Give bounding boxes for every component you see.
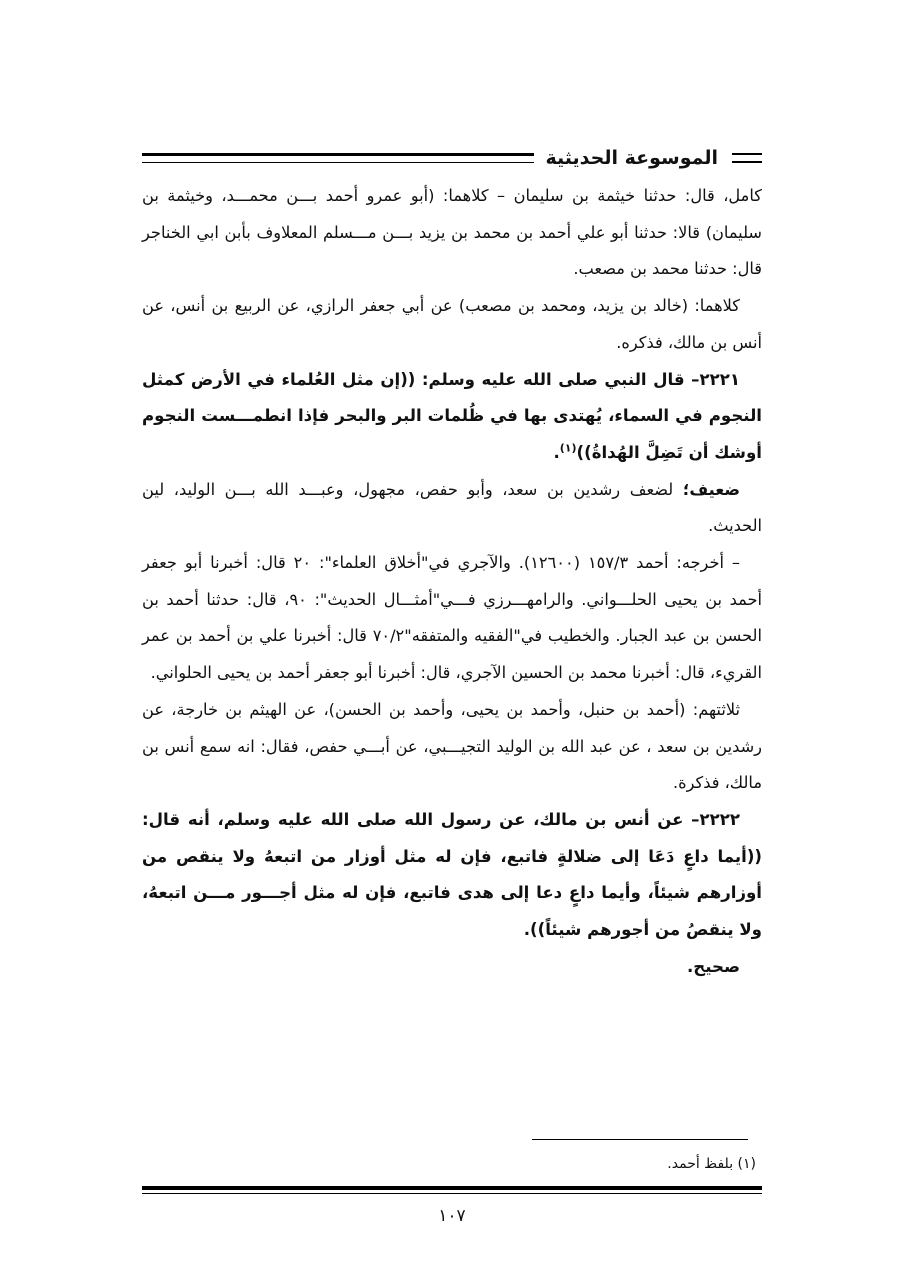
hadith-2221-text: ٢٢٢١– قال النبي صلى الله عليه وسلم: ((إن مثل العُلماء في الأرض كمثل النجوم في السماء، يُهتدى بها في ظُلمات البر والبحر فإذا انطمـــست النجوم أوشك أن تَضِلَّ الهُداةُ)) [142,369,762,462]
footer-rule-thick [142,1186,762,1190]
running-header [142,140,762,176]
hadith-2221 [142,362,762,472]
text-paragraph: كامل، قال: حدثنا خيثمة بن سليمان – كلاهما: (أبو عمرو أحمد بـــن محمـــد، وخيثمة بن سليمان) قالا: حدثنا أبو علي أحمد بن محمد بن يزيد بـــن مـــسلم المعلاوف بأبن ابي الخناجر قال: حدثنا محمد بن مصعب. [142,186,762,279]
footnote: (١) بلفظ أحمد. [667,1156,756,1172]
footer-rule [142,1186,762,1194]
grading-sahih: صحيح. [686,956,740,976]
hadith-2222: ٢٢٢٢– عن أنس بن مالك، عن رسول الله صلى الله عليه وسلم، أنه قال: ((أيما داعٍ دَعَا إلى ضلالةٍ فاتبع، فإن له مثل أوزار من اتبعهُ ولا ينقص من أوزارهم شيئاً، وأيما داعٍ دعا إلى هدى فاتبع، فإن له مثل أجـــور مـــن اتبعهُ، ولا ينقصُ من أجورهم شيئاً)). [142,809,762,940]
text-paragraph: ثلاثتهم: (أحمد بن حنبل، وأحمد بن يحيى، وأحمد بن الحسن)، عن الهيثم بن خارجة، عن رشدين بن سعد ، عن عبد الله بن الوليد التجيـــبي، عن أبـــي حفص، فقال: انه سمع أنس بن مالك، فذكرة. [142,699,762,793]
footnote-separator [532,1139,748,1140]
footnote-marker: (١) [559,441,577,455]
header-rule-left [142,153,534,163]
text-paragraph: كلاهما: (خالد بن يزيد، ومحمد بن مصعب) عن أبي جعفر الرازي، عن الربيع بن أنس، عن أنس بن مالك، فذكره. [142,296,762,352]
page-body [142,178,762,985]
full-stop: . [553,442,560,462]
grading-text: لضعف رشدين بن سعد، وأبو حفص، مجهول، وعبـــد الله بـــن الوليد، لين الحديث. [142,479,762,536]
header-title: الموسوعة الحديثية [545,147,718,169]
header-rule-right [732,153,762,163]
footer-rule-thin [142,1193,762,1194]
grading-paragraph [142,472,762,545]
page-number: ١٠٧ [438,1206,466,1226]
grading-label: ضعيف؛ [682,479,740,499]
takhrij-paragraph: – أخرجه: أحمد ١٥٧/٣ (١٢٦٠٠). والآجري في"أخلاق العلماء": ٢٠ قال: أخبرنا أبو جعفر أحمد بن يحيى الحلـــواني. والرامهـــرزي فـــي"أمثـــال الحديث": ٩٠، قال: حدثنا أحمد بن الحسن بن عبد الجبار. والخطيب في"الفقيه والمتفقه"٧٠/٢ قال: أخبرنا علي بن أحمد بن عمر القريء، قال: أخبرنا محمد بن الحسين الآجري، قال: أخبرنا أبو جعفر أحمد بن يحيى الحلواني. [142,553,762,683]
